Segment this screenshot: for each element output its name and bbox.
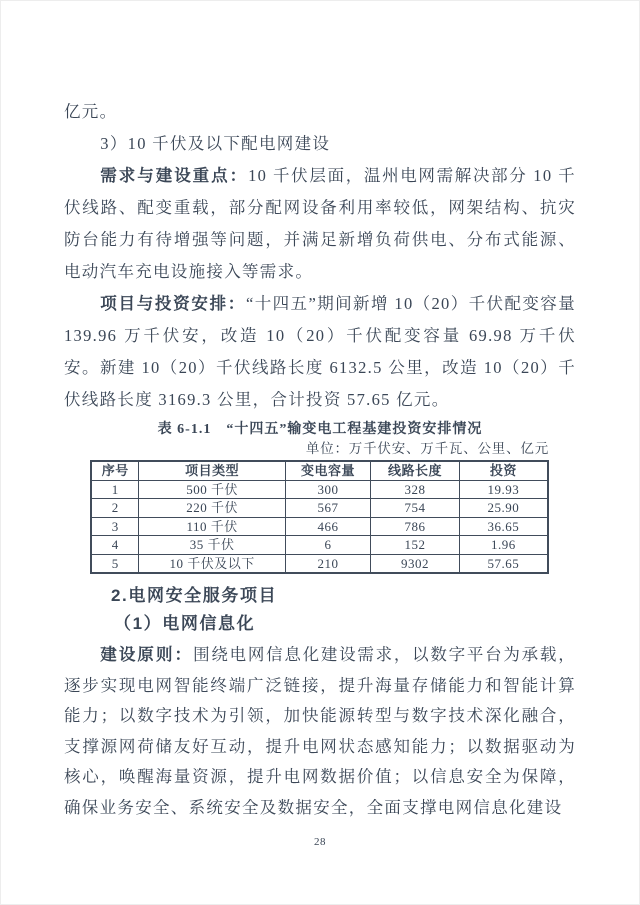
cell-seq: 2 [91, 499, 139, 518]
cell-seq: 1 [91, 480, 139, 499]
table-row [91, 554, 548, 573]
cell-investment: 57.65 [459, 554, 548, 573]
cell-investment: 36.65 [459, 517, 548, 536]
cell-investment: 1.96 [459, 536, 548, 555]
cell-capacity: 6 [285, 536, 370, 555]
principles-label: 建设原则： [100, 646, 194, 664]
cell-capacity: 567 [285, 499, 370, 518]
cell-capacity: 210 [285, 554, 370, 573]
cell-capacity: 466 [285, 517, 370, 536]
cell-seq: 4 [91, 536, 139, 555]
demand-label: 需求与建设重点： [100, 167, 249, 185]
col-header-seq: 序号 [91, 461, 139, 480]
table-row [91, 499, 548, 518]
col-header-length: 线路长度 [371, 461, 460, 480]
col-header-capacity: 变电容量 [285, 461, 370, 480]
table-caption: 表 6-1.1 “十四五”输变电工程基建投资安排情况 [157, 422, 483, 437]
cell-type: 220 千伏 [139, 499, 285, 518]
page-number: 28 [314, 836, 326, 848]
cell-type: 110 千伏 [139, 517, 285, 536]
cell-capacity: 300 [285, 480, 370, 499]
col-header-type: 项目类型 [139, 461, 285, 480]
cell-length: 754 [371, 499, 460, 518]
cell-investment: 25.90 [459, 499, 548, 518]
cell-length: 786 [371, 517, 460, 536]
cell-length: 9302 [371, 554, 460, 573]
cell-seq: 3 [91, 517, 139, 536]
table-row [91, 536, 548, 555]
col-header-investment: 投资 [459, 461, 548, 480]
heading-grid-security-projects: 2.电网安全服务项目 [111, 586, 278, 605]
investment-table [90, 460, 549, 574]
paragraph-investment [64, 288, 576, 416]
table-unit-note: 单位：万千伏安、万千瓦、公里、亿元 [305, 441, 549, 456]
table-block [90, 440, 549, 574]
cell-type: 500 千伏 [139, 480, 285, 499]
demand-text: 10 千伏层面，温州电网需解决部分 10 千伏线路、配变重载，部分配网设备利用率较低，网架结构、抗灾防台能力有待增强等问题，并满足新增负荷供电、分布式能源、电动汽车充电设施接入等需求。 [64, 166, 576, 281]
paragraph-principles [64, 640, 576, 823]
cell-seq: 5 [91, 554, 139, 573]
page-content [64, 96, 576, 823]
investment-label: 项目与投资安排： [100, 295, 246, 313]
cell-length: 328 [371, 480, 460, 499]
paragraph-demand [64, 160, 576, 288]
principles-text: 围绕电网信息化建设需求，以数字平台为承载，逐步实现电网智能终端广泛链接，提升海量存储能力和智能计算能力；以数字技术为引领，加快能源转型与数字技术深化融合，支撑源网荷储友好互动，提升电网状态感知能力；以数据驱动为核心，唤醒海量资源，提升电网数据价值；以信息安全为保障，确保业务安全、系统安全及数据安全，全面支撑电网信息化建设 [64, 645, 576, 817]
heading-10kv-distribution: 3）10 千伏及以下配电网建设 [100, 134, 331, 153]
table-row [91, 480, 548, 499]
paragraph-continuation: 亿元。 [64, 102, 118, 121]
investment-text: “十四五”期间新增 10（20）千伏配变容量 139.96 万千伏安，改造 10（20）千伏配变容量 69.98 万千伏安。新建 10（20）千伏线路长度 6132.5 公里，改造 10（20）千伏线路长度 3169.3 公里，合计投资 57.65 亿元。 [64, 294, 576, 409]
cell-type: 35 千伏 [139, 536, 285, 555]
cell-type: 10 千伏及以下 [139, 554, 285, 573]
cell-length: 152 [371, 536, 460, 555]
table-header-row [91, 461, 548, 480]
cell-investment: 19.93 [459, 480, 548, 499]
table-row [91, 517, 548, 536]
heading-grid-informatization: （1）电网信息化 [114, 614, 256, 633]
